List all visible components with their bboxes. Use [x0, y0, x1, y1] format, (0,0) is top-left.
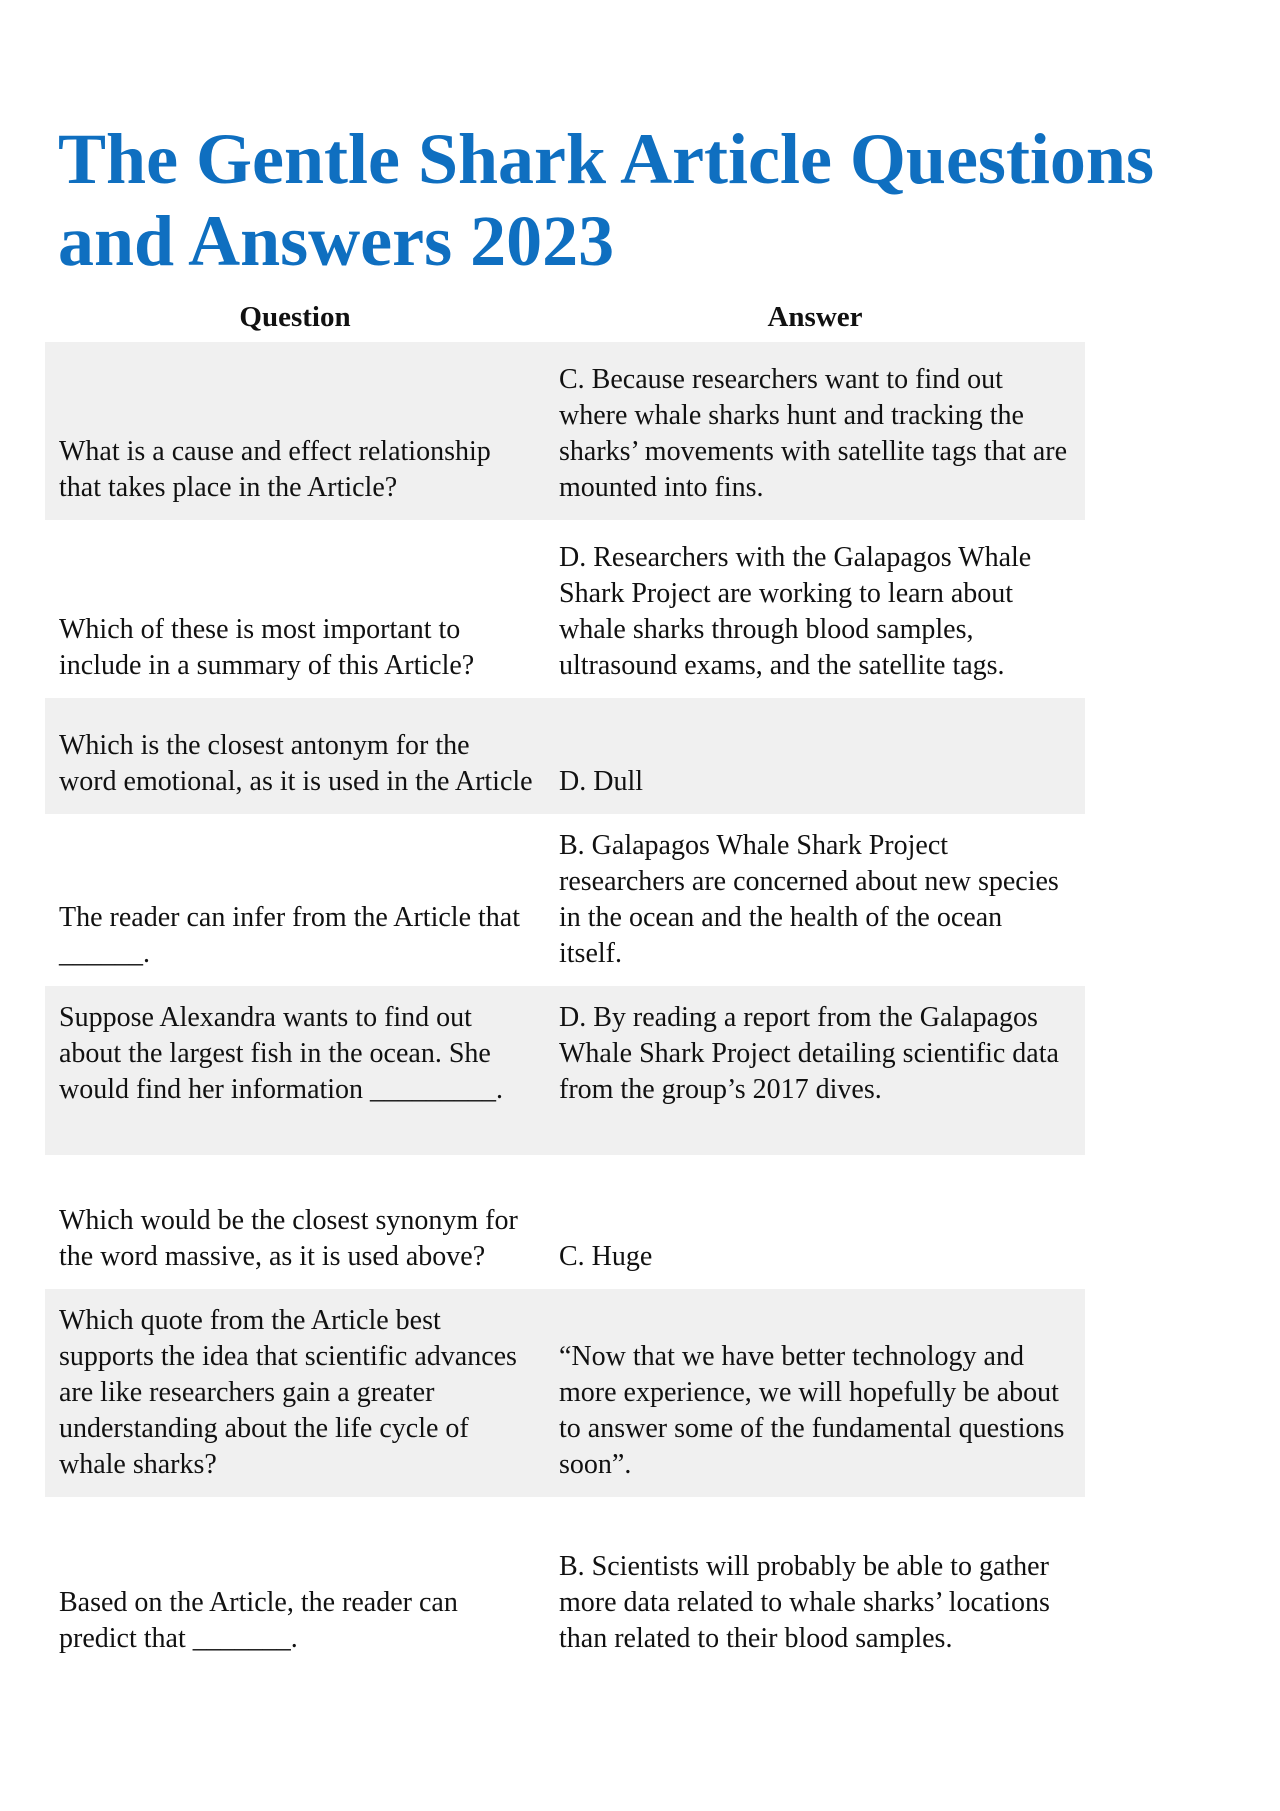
question-cell: Which would be the closest synonym for the word massive, as it is used above? [59, 1205, 518, 1272]
answer-cell: D. Researchers with the Galapagos Whale Shark Project are working to learn about whale sharks through blood samples, ultrasound exams, and the satellite tags. [559, 542, 1032, 681]
table-row [45, 986, 1085, 1155]
table-header-row [45, 292, 1085, 342]
table-row [45, 342, 1085, 520]
question-cell: Which is the closest antonym for the word emotional, as it is used in the Article [45, 698, 545, 814]
question-cell: What is a cause and effect relationship that takes place in the Article? [45, 342, 545, 520]
question-cell: Suppose Alexandra wants to find out about the largest fish in the ocean. She would find her information _________. [45, 986, 545, 1155]
table-row [45, 520, 1085, 698]
table-row [45, 1155, 1085, 1289]
answer-cell: C. Huge [559, 1241, 653, 1272]
table-row [45, 1289, 1085, 1497]
answer-cell: D. By reading a report from the Galapagos Whale Shark Project detailing scientific data from the group’s 2017 dives. [545, 986, 1085, 1155]
table-row [45, 1497, 1085, 1671]
question-cell: Which of these is most important to include in a summary of this Article? [59, 614, 475, 681]
question-cell: The reader can infer from the Article that ______. [59, 902, 520, 969]
question-cell: Based on the Article, the reader can predict that _______. [59, 1587, 458, 1654]
answer-cell: B. Galapagos Whale Shark Project researchers are concerned about new species in the ocean and the health of the ocean itself. [559, 830, 1059, 969]
table-row [45, 814, 1085, 986]
question-column-header: Question [239, 300, 351, 333]
page-title: The Gentle Shark Article Questions and Answers 2023 [58, 119, 1154, 281]
answer-cell: B. Scientists will probably be able to gather more data related to whale sharks’ locations than related to their blood samples. [559, 1551, 1050, 1654]
answer-cell: C. Because researchers want to find out where whale sharks hunt and tracking the sharks’ movements with satellite tags that are mounted into fins. [545, 342, 1085, 520]
answer-cell: D. Dull [545, 698, 1085, 814]
answer-cell: “Now that we have better technology and more experience, we will hopefully be about to answer some of the fundamental questions soon”. [545, 1289, 1085, 1497]
question-cell: Which quote from the Article best supports the idea that scientific advances are like researchers gain a greater understanding about the life cycle of whale sharks? [45, 1289, 545, 1497]
table-row [45, 698, 1085, 814]
qa-table [45, 292, 1085, 1671]
answer-column-header: Answer [767, 300, 863, 333]
